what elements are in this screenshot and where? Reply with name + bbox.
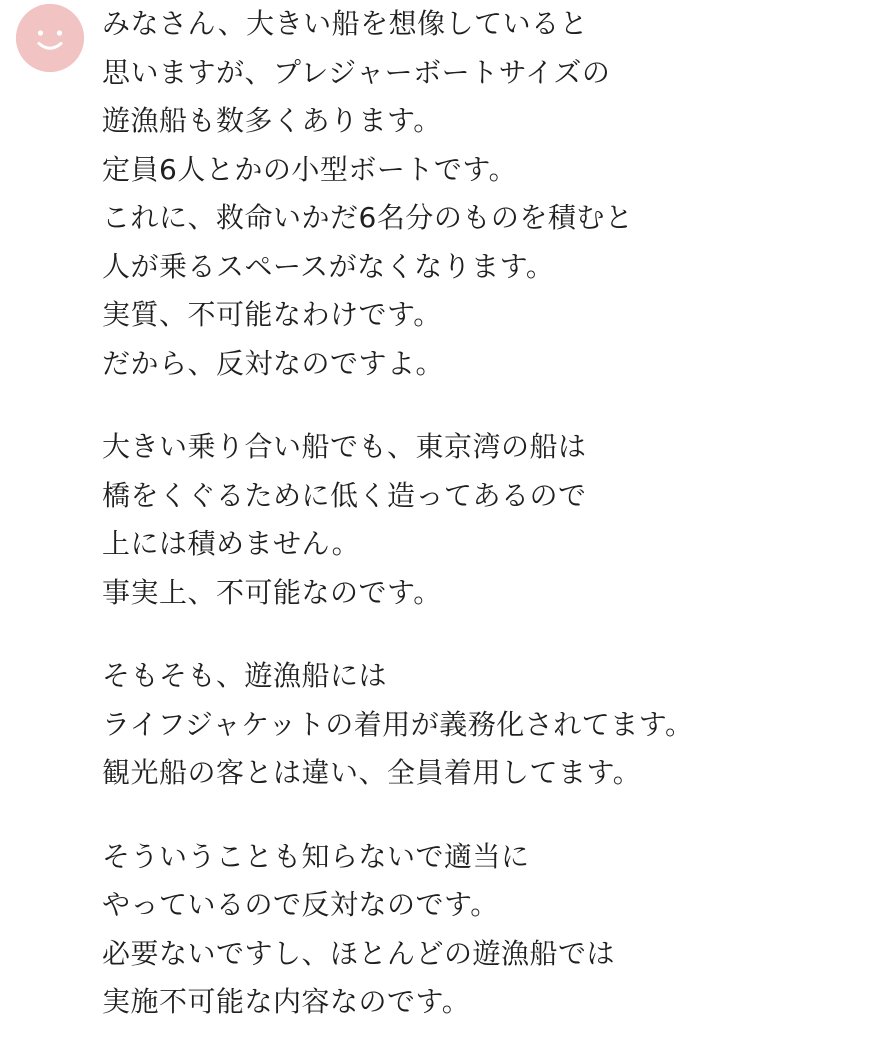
comment-line: ライフジャケットの着用が義務化されてます。	[102, 707, 694, 741]
comment-line: 上には積めません。	[102, 527, 361, 560]
avatar[interactable]	[16, 4, 84, 72]
comment-line: だから、反対なのですよ。	[102, 346, 445, 380]
comment-line: 橋をくぐるために低く造ってあるので	[102, 478, 587, 512]
comment-paragraph	[102, 833, 862, 1027]
comment-paragraph	[102, 652, 862, 798]
comment-line: みなさん、大きい船を想像していると	[102, 7, 589, 40]
comment-line: 思いますが、プレジャーボートサイズの	[102, 55, 611, 89]
comment-line: 観光船の客とは違い、全員着用してます。	[102, 756, 642, 789]
comment-line: 定員6人とかの小型ボートです。	[102, 152, 518, 186]
comment-line: 実質、不可能なわけです。	[102, 298, 442, 331]
comment-line: 遊漁船も数多くあります。	[102, 104, 442, 137]
comment-line: 必要ないですし、ほとんどの遊漁船では	[102, 936, 616, 970]
comment-line: これに、救命いかだ6名分のものを積むと	[102, 201, 634, 234]
comment-line: そういうことも知らないで適当に	[102, 839, 530, 873]
comment-paragraph	[102, 0, 862, 388]
comment-line: 事実上、不可能なのです。	[102, 575, 442, 609]
comment-paragraph	[102, 423, 862, 617]
comment-line: 大きい乗り合い船でも、東京湾の船は	[102, 430, 587, 463]
comment-line: やっているので反対なのです。	[102, 888, 499, 921]
comment-line: 人が乗るスペースがなくなります。	[102, 249, 555, 283]
comment-line: そもそも、遊漁船には	[102, 659, 388, 692]
comment-line: 実施不可能な内容なのです。	[102, 985, 471, 1018]
smiley-face-icon	[16, 4, 84, 72]
comment-body	[102, 0, 862, 1062]
